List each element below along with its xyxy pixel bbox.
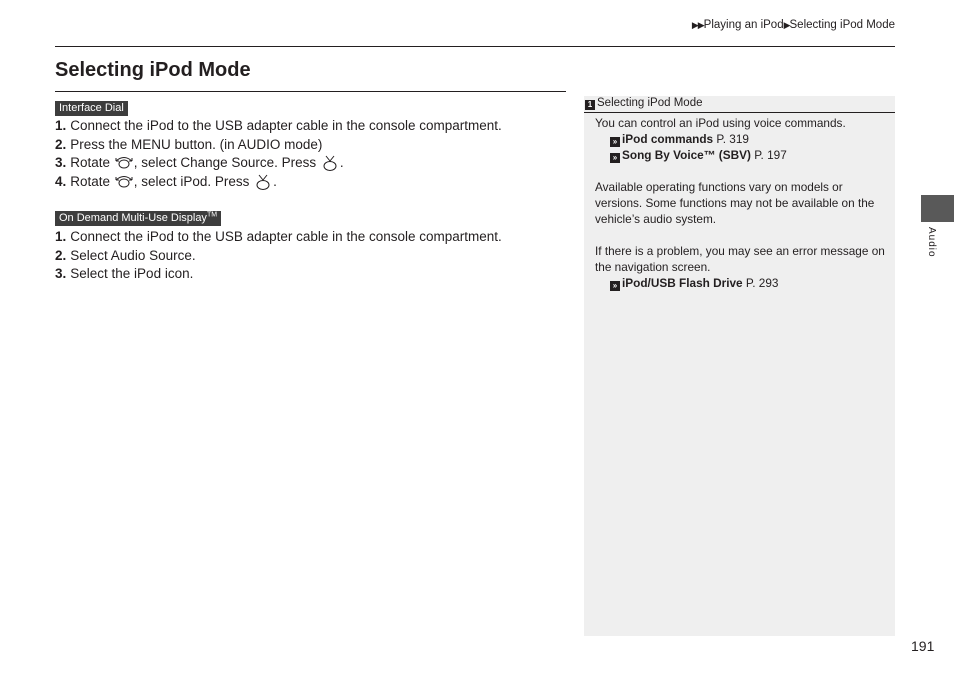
step-text: , select xyxy=(133,155,181,170)
sidebar-paragraph: Available operating functions vary on models or versions. Some functions may not be available on the vehicle’s audio system. xyxy=(595,180,875,226)
sidebar-heading xyxy=(584,96,895,113)
step-number: 3. xyxy=(55,155,67,170)
xref-page: P. 319 xyxy=(713,132,749,146)
breadcrumb-item-selecting-ipod-mode[interactable]: Selecting iPod Mode xyxy=(789,19,895,31)
rotate-dial-icon xyxy=(114,173,134,191)
step-text: Rotate xyxy=(70,173,114,189)
step-number: 2. xyxy=(55,247,67,263)
xref-page: P. 197 xyxy=(750,148,787,162)
step-number: 4. xyxy=(55,173,67,189)
step-item xyxy=(55,247,502,266)
step-text: Rotate xyxy=(70,155,114,170)
breadcrumb xyxy=(692,19,895,31)
step-text: Connect the iPod to the USB adapter cable in the console compartment. xyxy=(70,118,502,133)
trademark: TM xyxy=(206,211,218,219)
step-item xyxy=(55,154,502,173)
step-item xyxy=(55,228,502,247)
page-number: 191 xyxy=(911,638,935,654)
change-source-label: Change Source xyxy=(180,155,275,170)
xref-title: iPod commands xyxy=(622,132,714,146)
title-divider xyxy=(55,91,566,92)
press-dial-icon xyxy=(253,173,273,191)
ipod-label: iPod xyxy=(180,173,208,189)
cross-reference-icon: » xyxy=(610,137,620,147)
step-text: Press the xyxy=(70,136,132,152)
breadcrumb-arrows: ▶▶ xyxy=(691,20,704,30)
rotate-dial-icon xyxy=(114,154,134,172)
sidebar-heading-text: Selecting iPod Mode xyxy=(597,97,703,109)
sidebar-paragraph: You can control an iPod using voice commands. xyxy=(595,116,846,130)
step-text: , select xyxy=(133,173,181,189)
xref-title: iPod/USB Flash Drive xyxy=(622,276,743,290)
step-text: . Press xyxy=(274,155,320,170)
breadcrumb-separator: ▶ xyxy=(783,20,790,30)
step-item xyxy=(55,136,502,155)
step-number: 1. xyxy=(55,118,67,133)
step-text: . Press xyxy=(207,173,254,189)
header-divider xyxy=(55,46,895,47)
step-text: . xyxy=(191,247,196,263)
on-demand-steps xyxy=(55,228,502,284)
sidebar-note xyxy=(584,96,895,636)
interface-dial-steps xyxy=(55,117,502,191)
xref-ipod-commands[interactable] xyxy=(610,131,749,147)
step-text: . xyxy=(273,173,277,189)
step-number: 1. xyxy=(55,229,67,244)
chapter-tab-label: Audio xyxy=(926,227,937,258)
section-tag-label: On Demand Multi-Use Display xyxy=(59,212,207,224)
step-text: . xyxy=(339,155,344,170)
step-number: 3. xyxy=(55,266,67,281)
xref-song-by-voice[interactable] xyxy=(610,147,787,163)
xref-page: P. 293 xyxy=(742,276,779,290)
step-text: Connect the iPod to the USB adapter cable in the console compartment. xyxy=(70,229,502,244)
step-text: Select xyxy=(70,247,111,263)
breadcrumb-item-playing-ipod[interactable]: Playing an iPod xyxy=(703,19,784,31)
section-tag-label: Interface Dial xyxy=(59,102,124,114)
note-ref-icon: 1 xyxy=(585,100,595,110)
section-tag-interface-dial xyxy=(55,101,128,116)
section-tag-on-demand-display xyxy=(55,211,221,226)
xref-ipod-usb-flash-drive[interactable] xyxy=(610,275,779,291)
step-number: 2. xyxy=(55,136,67,152)
step-item xyxy=(55,117,502,136)
xref-title: Song By Voice™ (SBV) xyxy=(622,148,751,162)
press-dial-icon xyxy=(320,154,340,172)
cross-reference-icon: » xyxy=(610,153,620,163)
page-title: Selecting iPod Mode xyxy=(55,59,251,81)
step-item xyxy=(55,173,502,192)
step-item xyxy=(55,265,502,284)
step-text: button. (in AUDIO mode) xyxy=(170,136,323,152)
menu-button-label: MENU xyxy=(131,136,171,152)
step-text: Select the iPod icon. xyxy=(70,266,194,281)
chapter-tab[interactable] xyxy=(921,195,954,222)
cross-reference-icon: » xyxy=(610,281,620,291)
sidebar-paragraph: If there is a problem, you may see an error message on the navigation screen. xyxy=(595,244,885,274)
audio-source-label: Audio Source xyxy=(110,247,192,263)
